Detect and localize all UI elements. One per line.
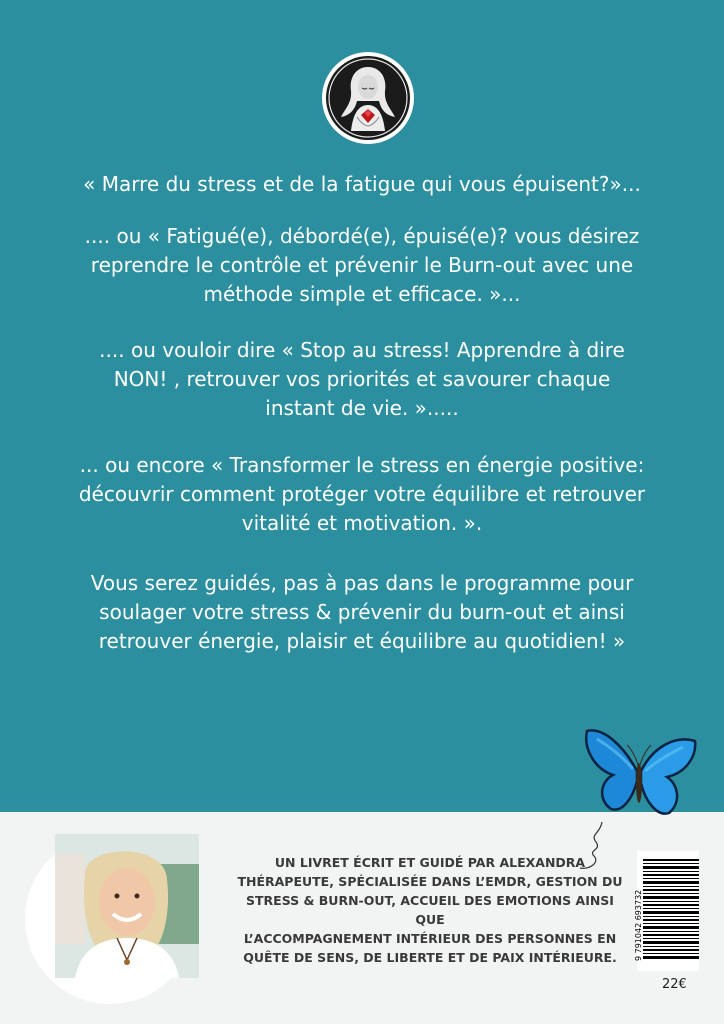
paragraph-2 bbox=[40, 222, 684, 309]
isbn-barcode bbox=[634, 851, 699, 971]
paragraph-4-line-2: découvrir comment protéger votre équilibre et retrouver bbox=[78, 482, 646, 506]
paragraph-3-line-3: instant de vie. »..... bbox=[265, 396, 459, 420]
paragraph-2-line-3: méthode simple et efficace. »... bbox=[203, 282, 521, 306]
bio-line-4: L’ACCOMPAGNEMENT INTÉRIEUR DES PERSONNES EN bbox=[243, 931, 617, 946]
paragraph-4-line-1: ... ou encore « Transformer le stress en énergie positive: bbox=[79, 453, 645, 477]
paragraph-3 bbox=[40, 336, 684, 423]
price-label: 22€ bbox=[662, 977, 687, 992]
paragraph-1-line-1: « Marre du stress et de la fatigue qui vous épuisent?»... bbox=[83, 172, 641, 196]
paragraph-1 bbox=[40, 170, 684, 199]
paragraph-5 bbox=[40, 569, 684, 656]
paragraph-5-line-2: soulager votre stress & prévenir du burn-out et ainsi bbox=[99, 600, 625, 624]
barcode-number: 9 791042 693732 bbox=[634, 889, 643, 961]
bio-line-1: UN LIVRET ÉCRIT ET GUIDÉ PAR ALEXANDRA bbox=[274, 855, 586, 870]
paragraph-3-line-1: .... ou vouloir dire « Stop au stress! Apprendre à dire bbox=[99, 338, 625, 362]
bio-line-2: THÉRAPEUTE, SPÉCIALISÉE DANS L’EMDR, GESTION DU bbox=[237, 874, 623, 889]
author-portrait-icon bbox=[55, 834, 199, 978]
bio-line-3: STRESS & BURN-OUT, ACCUEIL DES EMOTIONS AINSI QUE bbox=[246, 893, 614, 927]
blue-butterfly-icon bbox=[583, 725, 699, 830]
paragraph-4-line-3: vitalité et motivation. ». bbox=[241, 511, 483, 535]
paragraph-3-line-2: NON! , retrouver vos priorités et savourer chaque bbox=[113, 367, 611, 391]
paragraph-2-line-2: reprendre le contrôle et prévenir le Burn-out avec une bbox=[90, 253, 634, 277]
barcode-bars bbox=[634, 851, 699, 971]
meditating-woman-logo-icon bbox=[321, 51, 415, 145]
paragraph-4 bbox=[40, 451, 684, 538]
paragraph-5-line-1: Vous serez guidés, pas à pas dans le programme pour bbox=[90, 571, 634, 595]
paragraph-2-line-1: .... ou « Fatigué(e), débordé(e), épuisé(e)? vous désirez bbox=[84, 224, 640, 248]
paragraph-5-line-3: retrouver énergie, plaisir et équilibre au quotidien! » bbox=[98, 629, 626, 653]
bio-line-5: QUÊTE DE SENS, DE LIBERTE ET DE PAIX INTÉRIEURE. bbox=[243, 950, 617, 965]
